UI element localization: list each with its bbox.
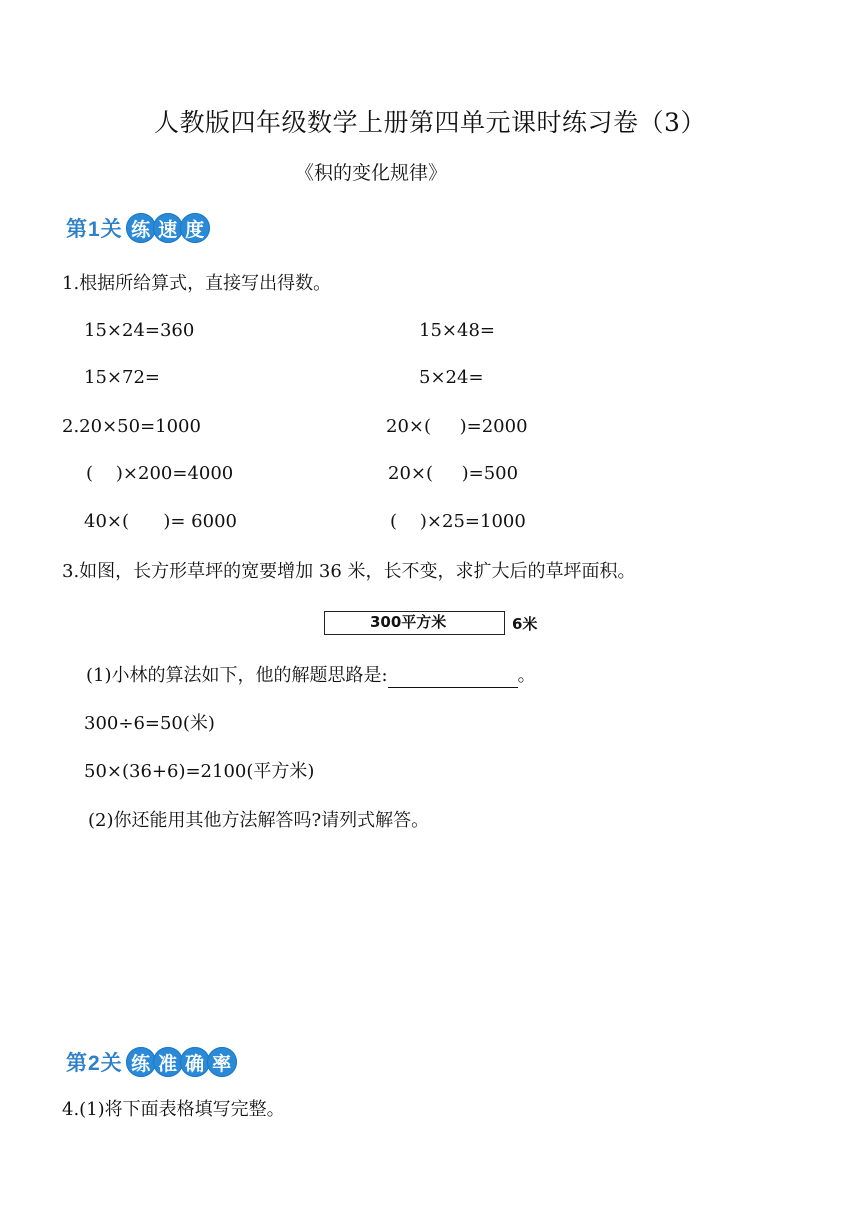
q2-item: 20×( )=2000: [386, 416, 528, 437]
page-title: 人教版四年级数学上册第四单元课时练习卷（3）: [154, 108, 706, 137]
q2-item: ( )×25=1000: [390, 511, 526, 532]
level-1-badge: [66, 213, 210, 243]
q1-item: 15×72=: [84, 367, 160, 388]
q2-item: 20×( )=500: [388, 463, 519, 484]
q3-part-2: (2)你还能用其他方法解答吗?请列式解答。: [88, 810, 430, 831]
level-2-label: 第2关: [66, 1052, 123, 1075]
q3-step-2: 50×(36+6)=2100(平方米): [84, 761, 315, 782]
q3-part-1-end: 。: [517, 665, 536, 686]
level-1-label: 第1关: [66, 218, 123, 241]
question-3-prompt: 3.如图，长方形草坪的宽要增加 36 米，长不变，求扩大后的草坪面积。: [62, 561, 636, 582]
q1-item: 5×24=: [419, 367, 484, 388]
level-1-char: 速: [153, 213, 183, 243]
answer-blank[interactable]: [388, 669, 518, 688]
question-1-prompt: 1.根据所给算式，直接写出得数。: [62, 273, 332, 294]
q1-item: 15×48=: [419, 320, 495, 341]
lawn-rectangle: [324, 611, 505, 635]
q2-item: ( )×200=4000: [86, 463, 234, 484]
lawn-area-label: 300平方米: [370, 613, 447, 631]
q2-item: 2.20×50=1000: [62, 416, 201, 437]
question-4-prompt: 4.(1)将下面表格填写完整。: [62, 1099, 285, 1120]
level-2-badge: [66, 1047, 237, 1077]
level-1-char: 练: [126, 213, 156, 243]
q3-step-1: 300÷6=50(米): [84, 713, 215, 734]
level-2-char: 确: [180, 1047, 210, 1077]
level-2-char: 练: [126, 1047, 156, 1077]
page-subtitle: 《积的变化规律》: [295, 162, 448, 184]
level-1-char: 度: [180, 213, 210, 243]
q2-item: 40×( )= 6000: [84, 511, 237, 532]
q1-item: 15×24=360: [84, 320, 195, 341]
level-2-char: 率: [207, 1047, 237, 1077]
level-2-char: 准: [153, 1047, 183, 1077]
lawn-width-label: 6米: [512, 615, 538, 633]
q3-part-1: [86, 664, 536, 688]
q3-part-1-text: (1)小林的算法如下，他的解题思路是:: [86, 665, 388, 686]
